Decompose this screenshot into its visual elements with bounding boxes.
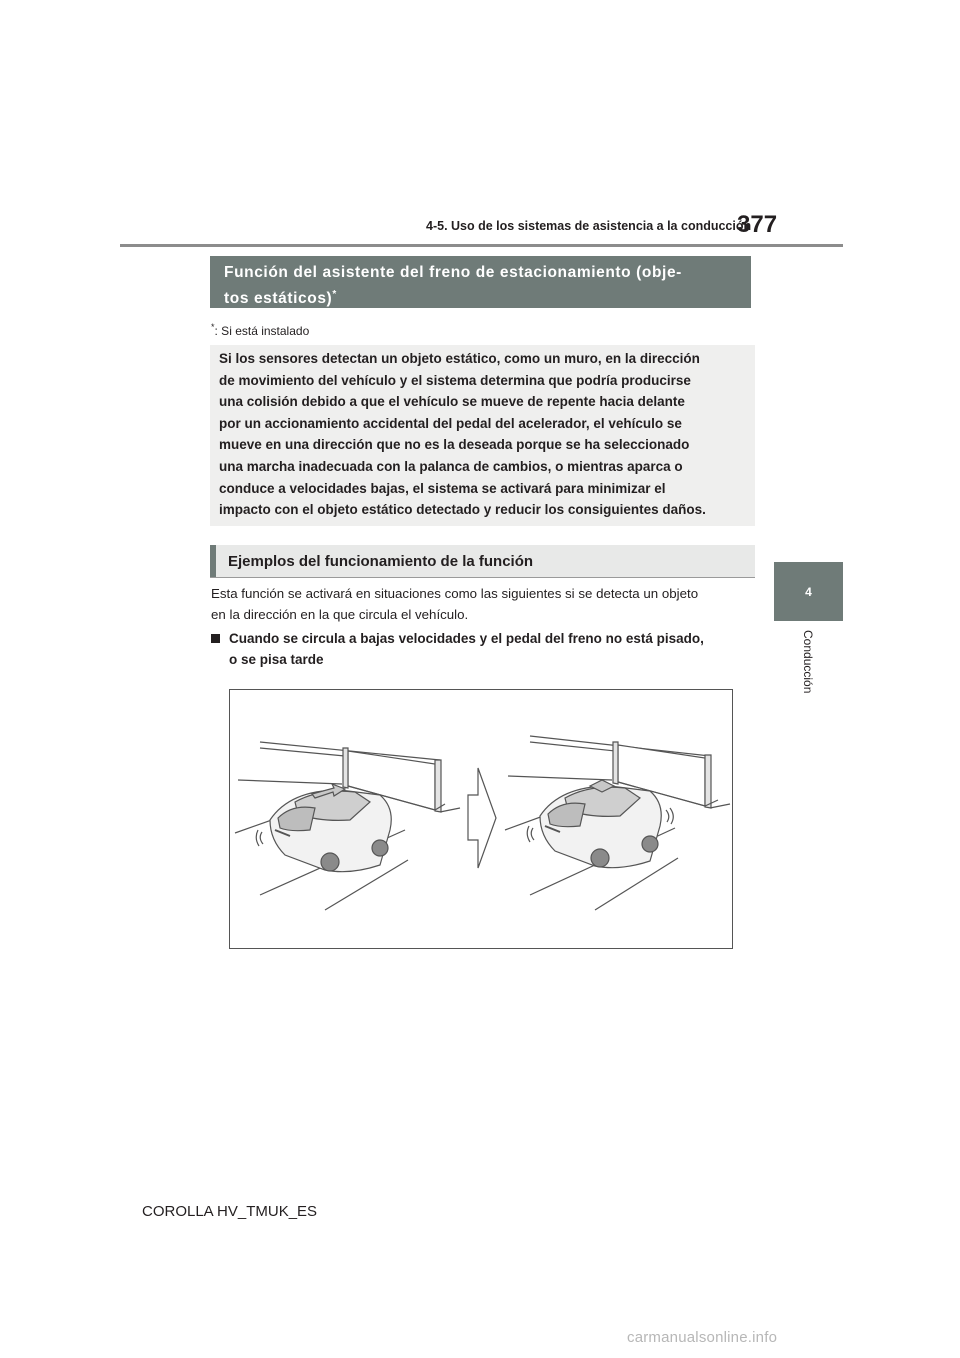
wall-post: [343, 748, 348, 788]
footer-model: COROLLA HV_TMUK_ES: [142, 1203, 318, 1220]
bullet-square-icon: [211, 634, 220, 643]
illustration-frame: [229, 689, 733, 949]
footnote-marker: *: [211, 322, 215, 332]
page-number: 377: [737, 211, 778, 238]
intro-line: Si los sensores detectan un objeto estático, como un muro, en la dirección: [219, 351, 700, 366]
footnote: [211, 322, 309, 338]
scene-after: [505, 736, 730, 910]
header-section-title: 4-5. Uso de los sistemas de asistencia a la conducción: [426, 219, 752, 233]
car-wheel: [591, 849, 609, 867]
watermark[interactable]: carmanualsonline.info: [627, 1329, 778, 1346]
car-wheel: [321, 853, 339, 871]
header-rule: [120, 244, 843, 247]
page-title-line-2-text: tos estáticos): [224, 290, 333, 308]
chapter-label: [796, 630, 820, 710]
paragraph-line: en la dirección en la que circula el vehículo.: [211, 607, 469, 622]
intro-box: [210, 345, 755, 526]
chapter-tab[interactable]: [774, 562, 843, 621]
bullet-line: Cuando se circula a bajas velocidades y el pedal del freno no está pisado,: [229, 631, 704, 646]
vibration-mark: [670, 808, 673, 824]
bullet-line: o se pisa tarde: [229, 652, 324, 667]
page-title-box: [210, 256, 751, 308]
scene-before: [235, 742, 460, 910]
paragraph-line: Esta función se activará en situaciones como las siguientes si se detecta un objeto: [211, 586, 699, 601]
title-asterisk: *: [332, 289, 337, 300]
section-heading: [210, 545, 755, 577]
ground-line: [440, 808, 460, 812]
intro-line: una colisión debido a que el vehículo se mueve de repente hacia delante: [219, 394, 685, 410]
intro-line: una marcha inadecuada con la palanca de cambios, o mientras aparca o: [219, 458, 683, 474]
vibration-mark: [527, 826, 530, 842]
car-wheel: [642, 836, 658, 852]
car-wheel: [372, 840, 388, 856]
vibration-mark: [531, 828, 534, 840]
transition-arrow-icon: [468, 768, 496, 868]
ground-line: [508, 776, 612, 780]
page-title-line-2: [224, 284, 737, 310]
intro-line: por un accionamiento accidental del pedal del acelerador, el vehículo se: [219, 415, 682, 431]
section-paragraph: [211, 583, 751, 625]
parking-illustration: [230, 690, 732, 948]
chapter-label-text: Conducción: [801, 630, 815, 694]
wall-post: [613, 742, 618, 784]
bullet-heading: [229, 628, 749, 670]
wall-post: [435, 760, 441, 812]
vibration-mark: [666, 810, 669, 822]
footnote-text: : Si está instalado: [214, 324, 310, 338]
section-heading-rule: [210, 577, 755, 578]
ground-line: [238, 780, 342, 784]
intro-line: conduce a velocidades bajas, el sistema se activará para minimizar el: [219, 480, 666, 496]
page-title-line-1: Función del asistente del freno de estacionamiento (obje-: [224, 264, 682, 281]
wall-post: [705, 755, 711, 808]
intro-line: mueve en una dirección que no es la deseada porque se ha seleccionado: [219, 437, 690, 453]
intro-line: de movimiento del vehículo y el sistema determina que podría producirse: [219, 372, 691, 388]
intro-line: impacto con el objeto estático detectado y reducir los consiguientes daños.: [219, 502, 706, 518]
vibration-mark: [256, 830, 259, 846]
chapter-number: 4: [805, 584, 812, 599]
vibration-mark: [260, 832, 263, 844]
section-heading-text: Ejemplos del funcionamiento de la función: [228, 552, 534, 570]
ground-line: [710, 804, 730, 808]
